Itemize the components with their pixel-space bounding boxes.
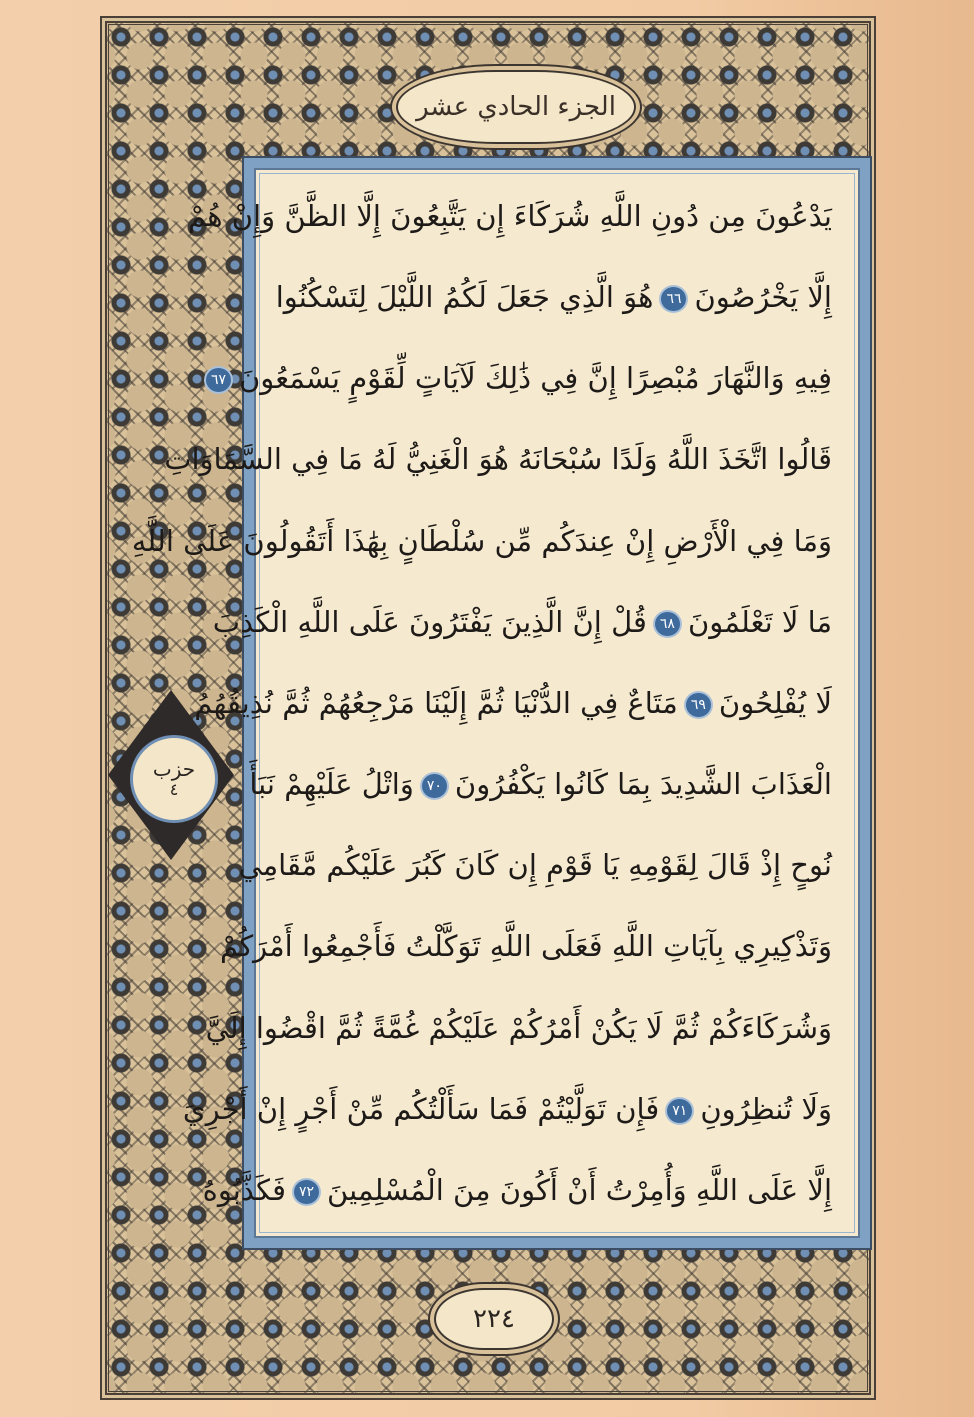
verse-line-8: الْعَذَابَ الشَّدِيدَ بِمَا كَانُوا يَكْفُرُونَ٧٠وَاتْلُ عَلَيْهِمْ نَبَأَ <box>249 767 832 802</box>
verse-line-13: إِلَّا عَلَى اللَّهِ وَأُمِرْتُ أَنْ أَكُونَ مِنَ الْمُسْلِمِينَ٧٢فَكَذَّبُوهُ <box>202 1172 832 1207</box>
verse-line-5: وَمَا فِي الْأَرْضِ إِنْ عِندَكُم مِّن سُلْطَانٍ بِهَٰذَا أَتَقُولُونَ عَلَى اللَّهِ <box>131 523 832 558</box>
hizb-marker <box>130 735 218 823</box>
ayah-marker: ٧١ <box>665 1097 694 1125</box>
juz-title: الجزء الحادي عشر <box>416 92 616 122</box>
hizb-number: ٤ <box>169 780 179 799</box>
verse-line-2: إِلَّا يَخْرُصُونَ٦٦هُوَ الَّذِي جَعَلَ لَكُمُ اللَّيْلَ لِتَسْكُنُوا <box>275 280 832 315</box>
verse-line-4: قَالُوا اتَّخَذَ اللَّهُ وَلَدًا سُبْحَانَهُ هُوَ الْغَنِيُّ لَهُ مَا فِي السَّمَاوَاتِ <box>164 442 832 477</box>
header-cartouche <box>396 70 636 144</box>
hizb-label: حزب <box>152 757 196 781</box>
verse-line-7: لَا يُفْلِحُونَ٦٩مَتَاعٌ فِي الدُّنْيَا ثُمَّ إِلَيْنَا مَرْجِعُهُمْ ثُمَّ نُذِيقُهُمُ <box>194 685 832 720</box>
ayah-marker: ٧٠ <box>420 772 449 800</box>
ayah-marker: ٦٨ <box>653 610 682 638</box>
page-number: ٢٢٤ <box>473 1304 515 1334</box>
page-number-cartouche <box>434 1288 554 1350</box>
verse-line-12: وَلَا تُنظِرُونِ٧١فَإِن تَوَلَّيْتُمْ فَمَا سَأَلْتُكُم مِّنْ أَجْرٍ إِنْ أَجْرِيَ <box>182 1091 832 1126</box>
ayah-marker: ٦٦ <box>659 285 688 313</box>
verse-line-1: يَدْعُونَ مِن دُونِ اللَّهِ شُرَكَاءَ إِن يَتَّبِعُونَ إِلَّا الظَّنَّ وَإِنْ هُمْ <box>187 199 832 233</box>
verse-line-11: وَشُرَكَاءَكُمْ ثُمَّ لَا يَكُنْ أَمْرُكُمْ عَلَيْكُمْ غُمَّةً ثُمَّ اقْضُوا إِلَيَّ <box>205 1010 832 1045</box>
ayah-marker: ٦٧ <box>204 366 233 394</box>
verse-line-9: نُوحٍ إِذْ قَالَ لِقَوْمِهِ يَا قَوْمِ إِن كَانَ كَبُرَ عَلَيْكُم مَّقَامِي <box>238 848 832 883</box>
verse-line-10: وَتَذْكِيرِي بِآيَاتِ اللَّهِ فَعَلَى اللَّهِ تَوَكَّلْتُ فَأَجْمِعُوا أَمْرَكُمْ <box>220 929 832 964</box>
verse-line-6: مَا لَا تَعْلَمُونَ٦٨قُلْ إِنَّ الَّذِينَ يَفْتَرُونَ عَلَى اللَّهِ الْكَذِبَ <box>212 604 832 639</box>
verse-line-3: فِيهِ وَالنَّهَارَ مُبْصِرًا إِنَّ فِي ذَٰلِكَ لَآيَاتٍ لِّقَوْمٍ يَسْمَعُونَ٦٧ <box>282 358 832 398</box>
ayah-marker: ٦٩ <box>684 691 713 719</box>
ayah-marker: ٧٢ <box>292 1178 321 1206</box>
